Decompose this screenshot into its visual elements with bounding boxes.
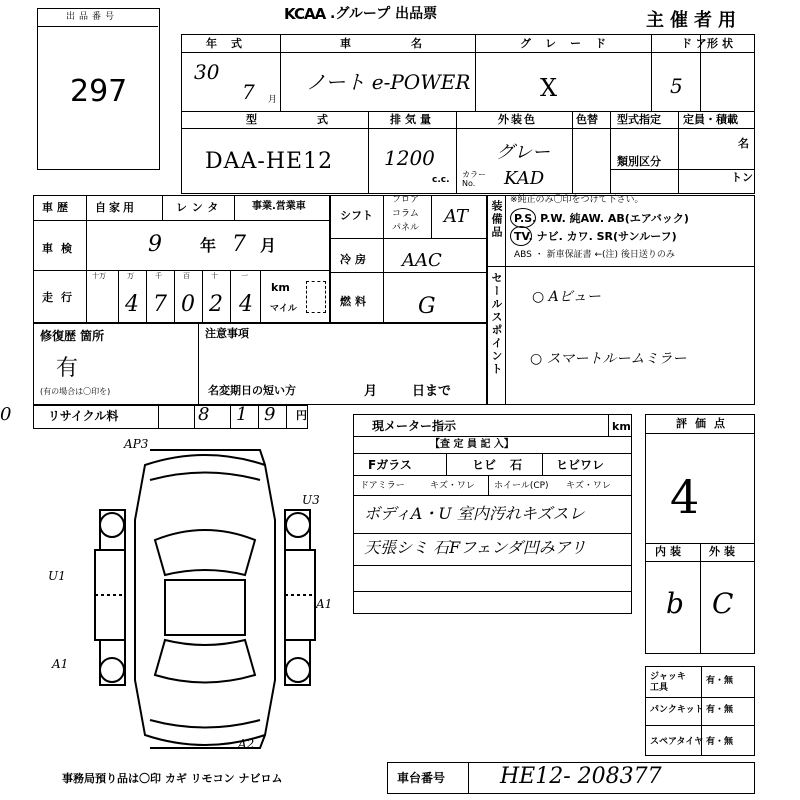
glass-option: ヒビワレ	[556, 458, 605, 472]
interior-label: 内装	[655, 545, 685, 558]
lot-number-box	[37, 8, 160, 170]
spare-label: スペアタイヤ	[650, 737, 704, 747]
car-name-label: 車名	[340, 37, 482, 50]
name-change-label: 名変期日の短い方	[208, 384, 296, 397]
place-label: 十	[211, 272, 218, 280]
mileage-label: 走行	[42, 291, 80, 304]
recycle-digit: 9	[264, 404, 276, 425]
chassis-label: 車台番号	[397, 771, 446, 785]
equip-note: ※純正のみ〇印をつけて下さい。	[510, 195, 644, 205]
recycle-unit: 円	[296, 409, 307, 422]
km-label: km	[271, 281, 290, 294]
lot-number: 297	[70, 74, 128, 109]
business-label: 事業.営業車	[252, 201, 306, 212]
meter-label: 現メーター指示	[372, 419, 457, 433]
year-label: 年式	[206, 37, 256, 50]
mirror-options: キズ・ワレ	[430, 481, 475, 491]
rental-label: レンタ	[176, 201, 224, 214]
score-label: 評価点	[676, 417, 733, 430]
chassis-value: HE12- 208377	[500, 764, 662, 789]
grade-label: グレード	[520, 37, 620, 50]
score-value: 4	[670, 470, 700, 524]
car-diagram	[70, 437, 340, 760]
equip-line-3: ABS ・ 新車保証書 ←(注) 後日送りのみ	[514, 250, 675, 260]
model-label: 型式	[246, 113, 388, 126]
mileage-digit: 4	[239, 292, 253, 317]
spare-value: 有・無	[706, 737, 734, 747]
sales-point-1: ○ Aビュー	[532, 289, 601, 305]
capacity-label: 定員・積載	[683, 113, 738, 126]
color-no-label: カラーNo.	[462, 170, 486, 188]
capacity-unit-ton: トン	[731, 171, 753, 184]
exterior-label: 外装	[709, 545, 739, 558]
mirror-label: ドアミラー	[360, 481, 405, 491]
sales-point-2: ○ スマートルームミラー	[530, 351, 687, 367]
place-label: 万	[127, 272, 134, 280]
jack-label: ジャッキ工具	[650, 672, 686, 693]
shift-value: AT	[444, 206, 469, 227]
ac-label: 冷房	[340, 253, 370, 266]
wheel-label: ホイール(CP)	[494, 481, 549, 491]
displacement-value: 1200	[384, 146, 435, 170]
place-label: 十万	[92, 272, 106, 280]
month-unit: 月	[268, 95, 278, 105]
inspection-label: 車検	[42, 242, 80, 255]
repair-label: 修復歴 箇所	[40, 329, 105, 343]
puncture-value: 有・無	[706, 705, 734, 715]
name-change-month: 月	[364, 384, 378, 399]
glass-option: ヒビ	[472, 458, 497, 472]
fuel-value: G	[418, 294, 436, 319]
shift-label: シフト	[340, 209, 373, 222]
damage-mark: U3	[302, 493, 320, 507]
equip-line-2: TV. ナビ. カワ. SR(サンルーフ)	[514, 230, 677, 243]
equip-line-1: P.S. P.W. 純AW. AB(エアバック)	[514, 212, 689, 225]
inspector-label: 【査 定 員 記 入】	[430, 439, 514, 450]
exterior-color-value: グレー	[496, 142, 550, 163]
shift-option-column: コラム	[392, 209, 419, 219]
damage-mark: AP3	[124, 437, 149, 451]
inspection-month: 7	[232, 232, 246, 257]
inspection-year: 9	[148, 232, 162, 257]
private-label: 自家用	[95, 201, 137, 214]
puncture-label: パンクキット	[650, 705, 704, 715]
month-value: 7	[242, 80, 255, 104]
remark-line-1: ボディA・U 室内汚れキズスレ	[364, 504, 585, 523]
inspection-year-unit: 年	[200, 236, 217, 255]
shift-option-panel: パネル	[392, 223, 420, 233]
meter-unit: km	[612, 420, 631, 433]
repair-note: (有の場合は〇印を)	[40, 387, 111, 396]
recycle-digit: 1	[236, 404, 248, 425]
recycle-digit: 8	[198, 404, 210, 425]
displacement-unit: c.c.	[432, 175, 450, 185]
damage-mark: A1	[316, 597, 333, 611]
tv-circle	[510, 226, 532, 246]
damage-mark: A2	[238, 737, 255, 751]
class-label: 類別区分	[617, 155, 661, 168]
type-designation-label: 型式指定	[617, 113, 661, 126]
mileage-digit: 4	[125, 292, 139, 317]
exterior-color-label: 外装色	[498, 113, 537, 126]
recycle-label: リサイクル料	[48, 409, 119, 423]
form-title: .グループ 出品票	[330, 6, 438, 22]
role-label: 主催者用	[646, 10, 742, 31]
interior-value: b	[666, 587, 684, 620]
mileage-digit: 0	[181, 292, 195, 317]
shape-label: 形状	[707, 37, 737, 50]
brand-logo: KCAA	[284, 5, 326, 23]
lot-number-label: 出品番号	[66, 12, 119, 22]
office-note: 事務局預り品は〇印 カギ リモコン ナビロム	[62, 772, 283, 785]
ps-circle	[510, 208, 536, 228]
color-no-value: KAD	[504, 168, 545, 189]
grade-value: X	[540, 74, 558, 102]
repair-value: 有	[56, 356, 79, 381]
capacity-unit-people: 名	[738, 137, 749, 150]
equip-label: 装備品	[490, 200, 503, 239]
mileage-digit: 7	[153, 292, 167, 317]
mile-checkbox[interactable]	[306, 281, 326, 313]
glass-option: 石	[510, 458, 523, 472]
shift-option-floor: フロア	[392, 195, 420, 205]
glass-label: Fガラス	[368, 458, 412, 472]
evaluation-box	[645, 414, 755, 654]
color-change-label: 色替	[576, 113, 598, 126]
doors-value: 5	[670, 74, 683, 98]
exterior-value: C	[712, 587, 734, 620]
ac-value: AAC	[402, 250, 442, 271]
mileage-digit: 2	[209, 292, 223, 317]
year-value: 30	[194, 60, 220, 84]
car-name-value: ノート e-POWER	[306, 70, 471, 94]
doors-label: ドア	[681, 37, 711, 50]
displacement-label: 排気量	[390, 113, 435, 126]
damage-mark: U1	[48, 569, 66, 583]
notes-label: 注意事項	[205, 327, 249, 340]
recycle-digit-last: 0	[0, 404, 12, 425]
sales-point-label: セールスポイント	[490, 272, 503, 376]
fuel-label: 燃料	[340, 295, 370, 308]
remark-line-2: 天張シミ 石Fフェンダ凹みアリ	[364, 538, 587, 557]
wheel-options: キズ・ワレ	[566, 481, 611, 491]
place-label: 一	[241, 272, 248, 280]
jack-value: 有・無	[706, 676, 734, 686]
mile-label: マイル	[270, 304, 297, 314]
model-value: DAA-HE12	[205, 149, 334, 174]
place-label: 百	[183, 272, 190, 280]
place-label: 千	[155, 272, 162, 280]
name-change-day: 日まで	[412, 384, 452, 399]
damage-mark: A1	[52, 657, 69, 671]
inspection-month-unit: 月	[260, 236, 277, 255]
history-label: 車歴	[42, 201, 72, 214]
